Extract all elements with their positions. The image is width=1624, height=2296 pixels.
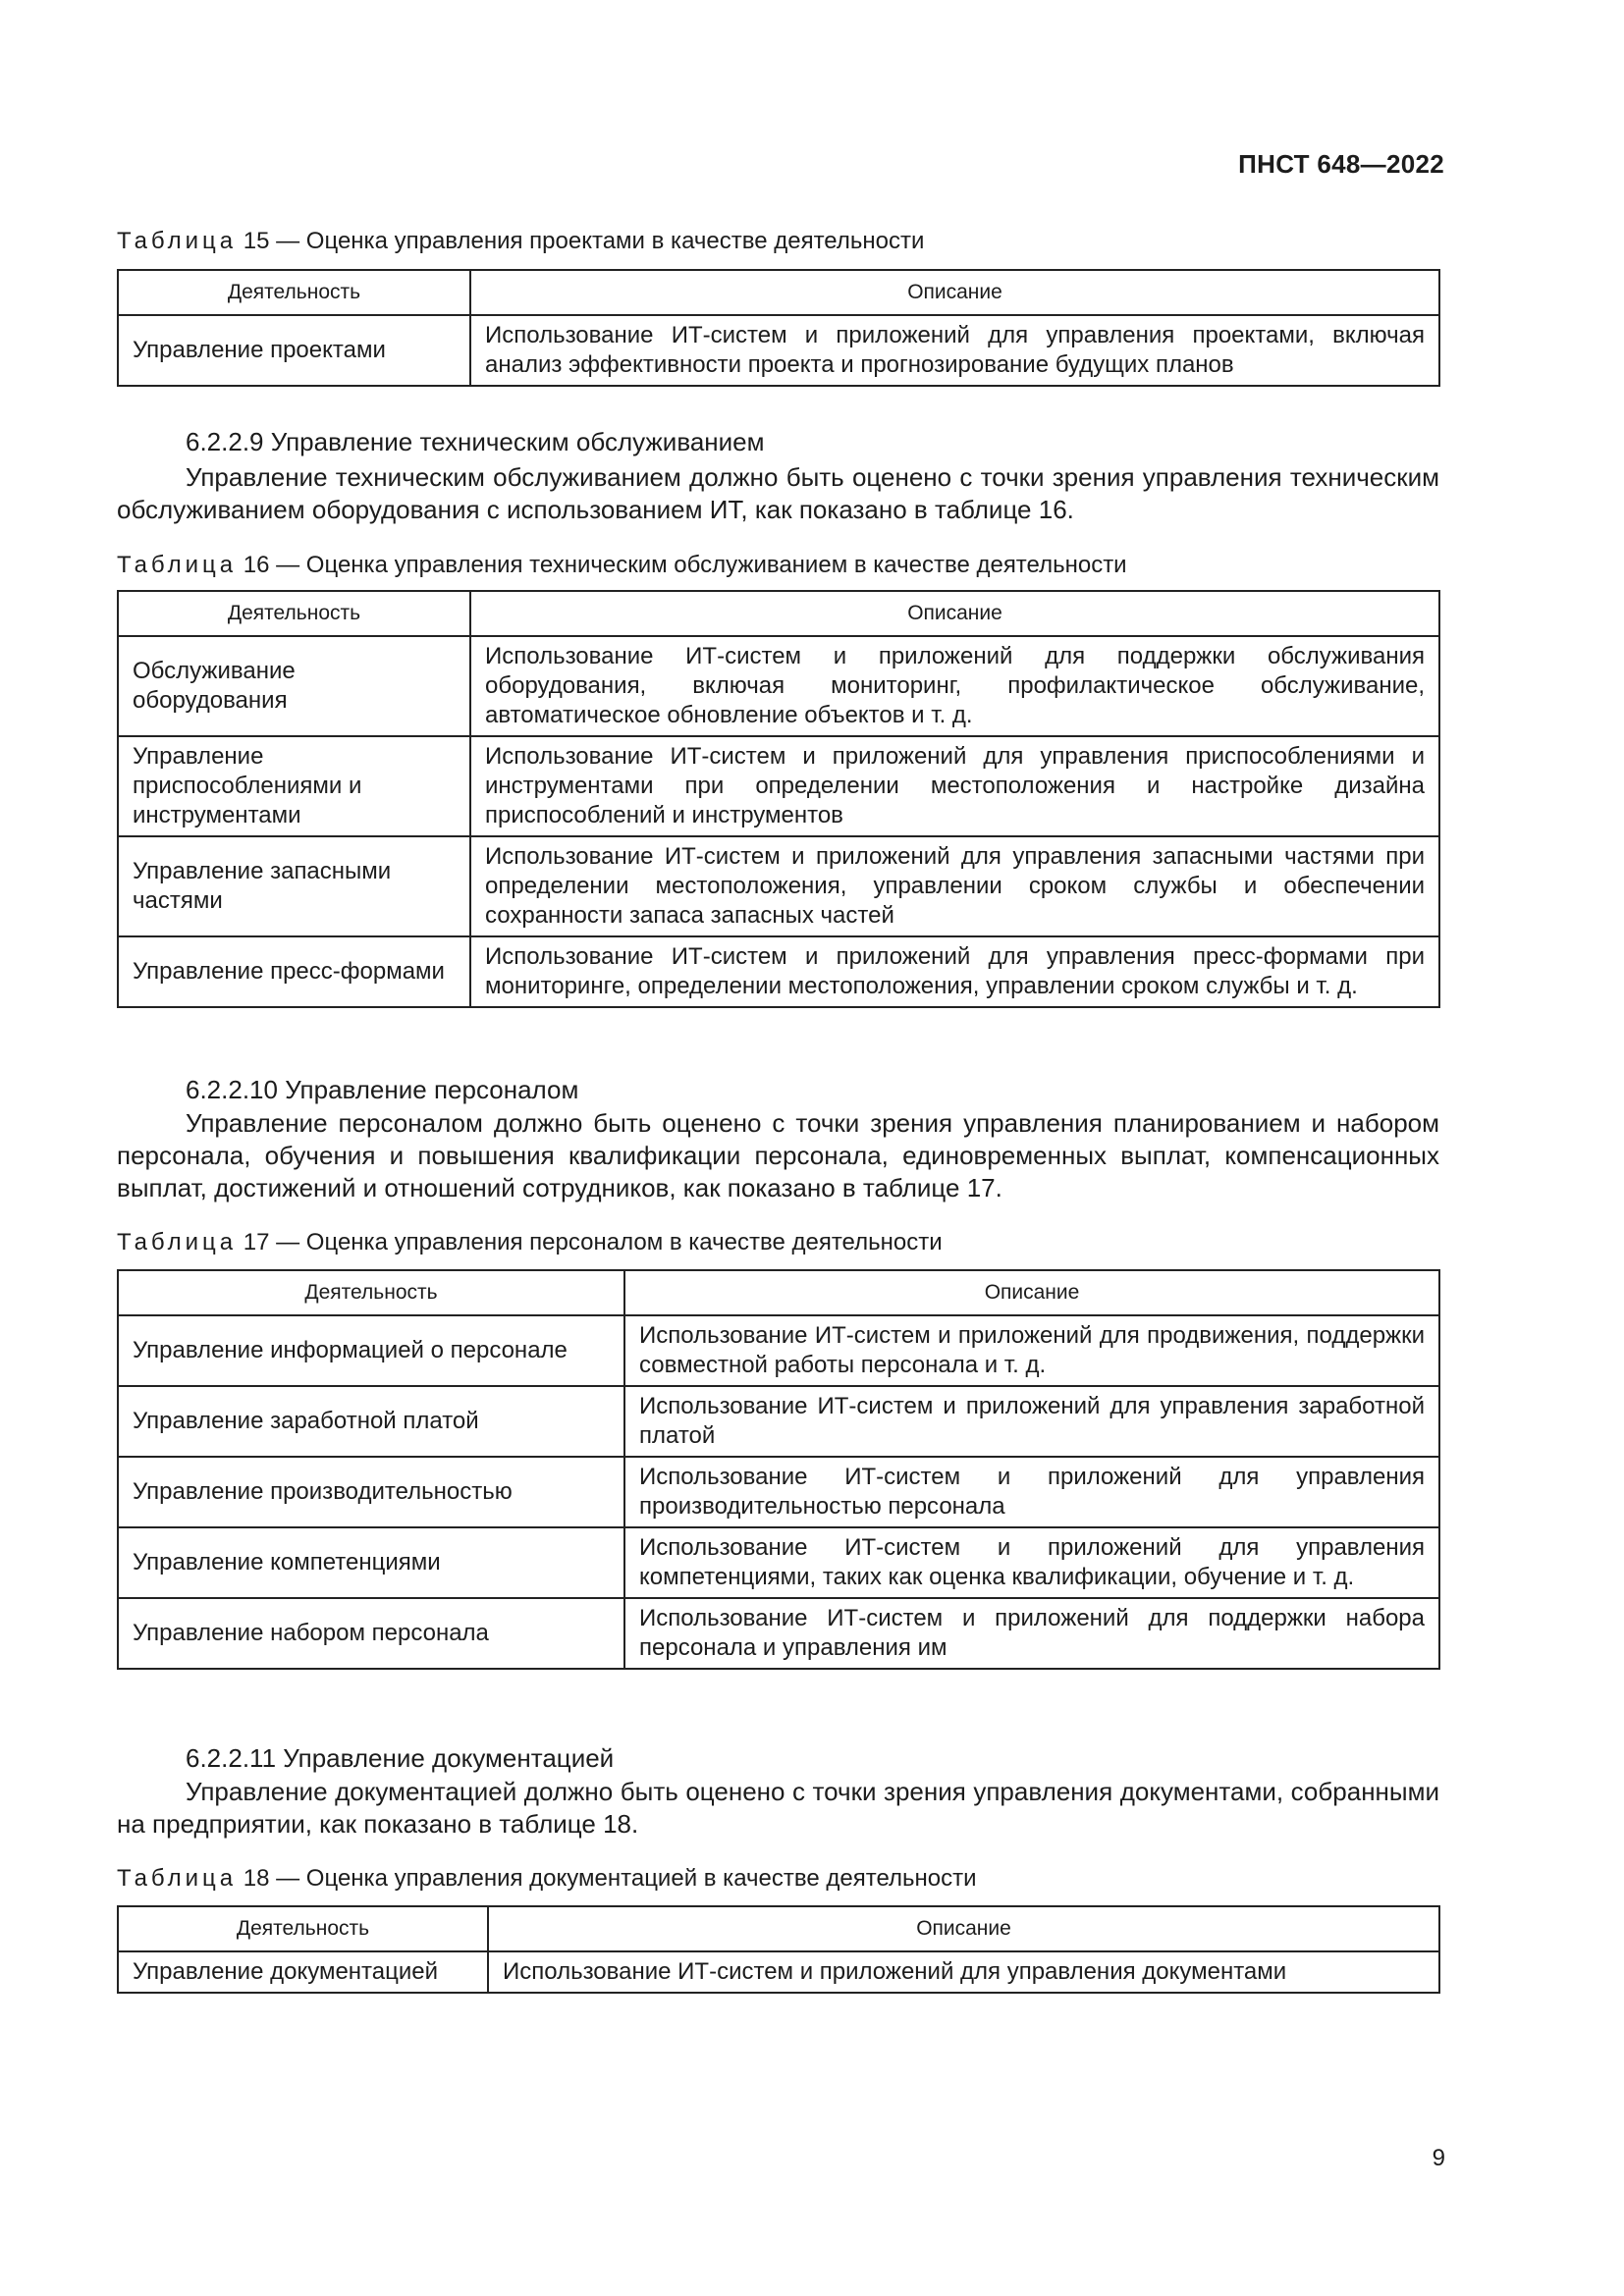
section-title-6-2-2-11: 6.2.2.11 Управление документацией [186,1743,615,1773]
standard-number: ПНСТ 648—2022 [1238,149,1444,179]
column-header-activity: Деятельность [118,591,470,636]
table-word: Таблица [117,1229,238,1255]
description-cell: Использование ИТ-систем и приложений для управления проектами, включая анализ эффективности проекта и прогнозирование будущих планов [470,315,1439,386]
description-cell: Использование ИТ-систем и приложений для поддержки набора персонала и управления им [624,1598,1439,1669]
table-16-caption [117,552,1127,579]
activity-cell: Управление информацией о персонале [118,1315,624,1386]
activity-cell: Управление набором персонала [118,1598,624,1669]
column-header-description: Описание [488,1906,1439,1951]
section-text-6-2-2-11: Управление документацией должно быть оценено с точки зрения управления документами, собранными на предприятии, как показано в таблице 18. [117,1777,1439,1839]
column-header-description: Описание [470,270,1439,315]
table-header-row [118,1270,1439,1315]
table-word: Таблица [117,1865,238,1892]
activity-cell: Управление проектами [118,315,470,386]
table-header-row [118,591,1439,636]
table-row [118,936,1439,1007]
caption-text: 18 — Оценка управления документацией в качестве деятельности [237,1865,977,1892]
description-cell: Использование ИТ-систем и приложений для управления компетенциями, таких как оценка квалификации, обучение и т. д. [624,1527,1439,1598]
table-row [118,1457,1439,1527]
table-header-row [118,270,1439,315]
column-header-activity: Деятельность [118,1906,488,1951]
page-number: 9 [1432,2145,1445,2171]
activity-cell: Управление документацией [118,1951,488,1993]
description-cell: Использование ИТ-систем и приложений для продвижения, поддержки совместной работы персонала и т. д. [624,1315,1439,1386]
table-row [118,636,1439,736]
column-header-description: Описание [624,1270,1439,1315]
activity-cell: Управление компетенциями [118,1527,624,1598]
description-cell: Использование ИТ-систем и приложений для управления приспособлениями и инструментами при определении местоположения и настройке дизайна приспособлений и инструментов [470,736,1439,836]
table-word: Таблица [117,552,238,578]
description-cell: Использование ИТ-систем и приложений для управления документами [488,1951,1439,1993]
section-text-6-2-2-9: Управление техническим обслуживанием должно быть оценено с точки зрения управления техническим обслуживанием оборудования с использованием ИТ, как показано в таблице 16. [117,462,1439,524]
table-row [118,1386,1439,1457]
caption-text: 16 — Оценка управления техническим обслуживанием в качестве деятельности [237,552,1127,578]
activity-cell: Управление заработной платой [118,1386,624,1457]
column-header-activity: Деятельность [118,1270,624,1315]
column-header-description: Описание [470,591,1439,636]
table-18 [117,1905,1440,1994]
table-row [118,1315,1439,1386]
activity-cell: Обслуживание оборудования [118,636,470,736]
section-text-6-2-2-10: Управление персоналом должно быть оценено с точки зрения управления планированием и набором персонала, обучения и повышения квалификации персонала, единовременных выплат, компенсационных выплат, достижений и отношений сотрудников, как показано в таблице 17. [117,1108,1439,1202]
table-row [118,1951,1439,1993]
table-row [118,1527,1439,1598]
table-15 [117,269,1440,387]
description-cell: Использование ИТ-систем и приложений для поддержки обслуживания оборудования, включая мониторинг, профилактическое обслуживание, автоматическое обновление объектов и т. д. [470,636,1439,736]
table-17 [117,1269,1440,1670]
section-title-6-2-2-9: 6.2.2.9 Управление техническим обслуживанием [186,427,765,456]
table-row [118,836,1439,936]
table-18-caption [117,1865,977,1893]
table-17-caption [117,1229,943,1256]
description-cell: Использование ИТ-систем и приложений для управления пресс-формами при мониторинге, определении местоположения, управлении сроком службы и т. д. [470,936,1439,1007]
activity-cell: Управление запасными частями [118,836,470,936]
description-cell: Использование ИТ-систем и приложений для управления производительностью персонала [624,1457,1439,1527]
activity-cell: Управление производительностью [118,1457,624,1527]
caption-text: 17 — Оценка управления персоналом в качестве деятельности [237,1229,943,1255]
table-header-row [118,1906,1439,1951]
description-cell: Использование ИТ-систем и приложений для управления заработной платой [624,1386,1439,1457]
table-row [118,1598,1439,1669]
table-15-caption [117,228,924,255]
section-title-6-2-2-10: 6.2.2.10 Управление персоналом [186,1075,579,1104]
caption-text: 15 — Оценка управления проектами в качестве деятельности [237,228,925,254]
table-16 [117,590,1440,1008]
description-cell: Использование ИТ-систем и приложений для управления запасными частями при определении местоположения, управлении сроком службы и обеспечении сохранности запаса запасных частей [470,836,1439,936]
column-header-activity: Деятельность [118,270,470,315]
table-row [118,315,1439,386]
table-row [118,736,1439,836]
activity-cell: Управление приспособлениями и инструментами [118,736,470,836]
activity-cell: Управление пресс-формами [118,936,470,1007]
table-word: Таблица [117,228,238,254]
